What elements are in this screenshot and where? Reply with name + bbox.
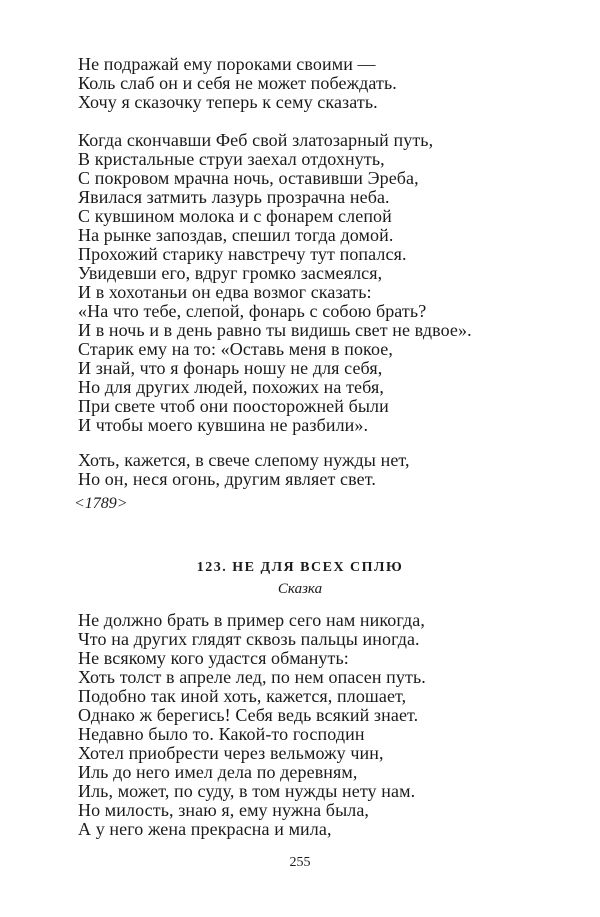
verse-line: Хоть толст в апреле лед, по нем опасен путь. [78, 667, 426, 687]
verse-line: Хоть, кажется, в свече слепому нужды нет, [78, 450, 410, 470]
poem-date: <1789> [74, 495, 128, 512]
poem-stanza [78, 451, 410, 489]
poem-subtitle: Сказка [277, 581, 323, 597]
poem-stanza [78, 611, 426, 839]
verse-line: Но он, неся огонь, другим являет свет. [78, 469, 376, 489]
verse-line: Подобно так иной хоть, кажется, плошает, [78, 686, 407, 706]
verse-line: Иль до него имел дела по деревням, [78, 762, 358, 782]
verse-line: Старик ему на то: «Оставь меня в покое, [78, 339, 393, 359]
verse-line: С покровом мрачна ночь, оставивши Эреба, [78, 168, 419, 188]
verse-line: Иль, может, по суду, в том нужды нету нам. [78, 781, 416, 801]
verse-line: Но для других людей, похожих на тебя, [78, 377, 384, 397]
poem-title: 123. НЕ ДЛЯ ВСЕХ СПЛЮ [196, 560, 404, 575]
verse-line: При свете чтоб они поосторожней были [78, 396, 389, 416]
verse-line: Когда скончавши Феб свой златозарный путь, [78, 130, 434, 150]
verse-line: Недавно было то. Какой-то господин [78, 724, 365, 744]
verse-line: Не подражай ему пороками своими — [78, 54, 376, 74]
verse-line: В кристальные струи заехал отдохнуть, [78, 149, 385, 169]
verse-line: И в ночь и в день равно ты видишь свет не вдвое». [78, 320, 472, 340]
verse-line: Коль слаб он и себя не может побеждать. [78, 73, 397, 93]
verse-line: Увидевши его, вдруг громко засмеялся, [78, 263, 383, 283]
verse-line: Не должно брать в пример сего нам никогда, [78, 610, 425, 630]
verse-line: «На что тебе, слепой, фонарь с собою брать? [78, 301, 427, 321]
verse-line: А у него жена прекрасна и мила, [78, 819, 332, 839]
page-number: 255 [289, 855, 311, 870]
verse-line: И чтобы моего кувшина не разбили». [78, 415, 369, 435]
verse-line: На рынке запоздав, спешил тогда домой. [78, 225, 394, 245]
verse-line: Однако ж берегись! Себя ведь всякий знает. [78, 705, 419, 725]
verse-line: Не всякому кого удастся обмануть: [78, 648, 349, 668]
verse-line: С кувшином молока и с фонарем слепой [78, 206, 392, 226]
verse-line: Что на других глядят сквозь пальцы иногда. [78, 629, 420, 649]
verse-line: Хотел приобрести через вельможу чин, [78, 743, 384, 763]
verse-line: Хочу я сказочку теперь к сему сказать. [78, 92, 378, 112]
verse-line: Прохожий старику навстречу тут попался. [78, 244, 407, 264]
poem-stanza [78, 55, 397, 112]
verse-line: Но милость, знаю я, ему нужна была, [78, 800, 370, 820]
poem-stanza [78, 131, 472, 435]
verse-line: И в хохотаньи он едва возмог сказать: [78, 282, 372, 302]
verse-line: И знай, что я фонарь ношу не для себя, [78, 358, 383, 378]
verse-line: Явилася затмить лазурь прозрачна неба. [78, 187, 390, 207]
